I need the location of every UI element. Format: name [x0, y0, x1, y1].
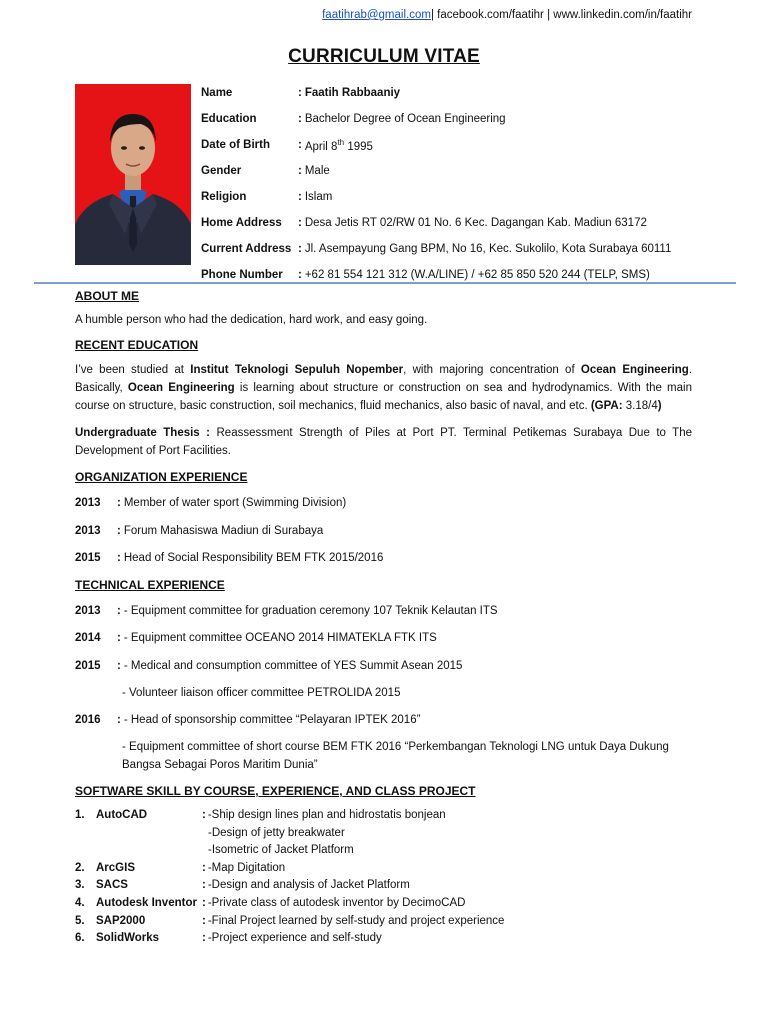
organization-list: [75, 494, 692, 567]
software-desc: -Private class of autodesk inventor by DecimoCAD: [207, 896, 466, 909]
item-colon: :: [117, 605, 121, 617]
info-colon: :: [298, 87, 302, 99]
item-colon: :: [117, 632, 121, 644]
item-number: 3.: [75, 879, 85, 892]
list-subitem: - Equipment committee of short course BEM FTK 2016 “Perkembangan Teknologi LNG untuk Daya Dukung Bangsa Sebagai Poros Maritim Dunia”: [122, 741, 669, 771]
info-value-home-address: Desa Jetis RT 02/RW 01 No. 6 Kec. Dagangan Kab. Madiun 63172: [304, 217, 647, 229]
item-text: Head of Social Responsibility BEM FTK 2015/2016: [123, 552, 384, 564]
edu-text: is learning about structure or construction on sea and hydrodynamics. With the main course on structure, basic construction, soil mechanics, fluid mechanics, also basic of naval, and etc.: [75, 382, 692, 412]
item-number: 2.: [75, 861, 85, 874]
contact-line: [322, 9, 692, 21]
item-number: 6.: [75, 932, 85, 945]
dob-text: April 8: [304, 140, 338, 153]
item-colon: :: [202, 809, 206, 821]
software-name: Autodesk Inventor: [96, 896, 197, 909]
software-desc: -Ship design lines plan and hidrostatis bonjean: [207, 809, 446, 821]
about-text: A humble person who had the dedication, hard work, and easy going.: [75, 314, 428, 326]
dob-year: 1995: [344, 140, 373, 153]
edu-major: Ocean Engineering: [127, 382, 235, 394]
info-colon: :: [298, 139, 302, 151]
info-colon: :: [298, 165, 302, 177]
item-year: 2014: [75, 632, 101, 644]
info-row-current-address: [201, 236, 671, 262]
item-text: - Equipment committee for graduation ceremony 107 Teknik Kelautan ITS: [123, 605, 498, 617]
edu-text: I’ve been studied at: [75, 364, 191, 376]
contact-separator: |: [543, 9, 554, 21]
item-number: 5.: [75, 914, 85, 927]
list-item: [75, 657, 692, 675]
personal-info: [201, 80, 671, 288]
item-text: - Equipment committee OCEANO 2014 HIMATEKLA FTK ITS: [123, 632, 437, 644]
software-name: ArcGIS: [96, 861, 135, 874]
thesis-text: Reassessment Strength of Piles at Port PT. Terminal Petikemas Surabaya Due to The Development of Port Facilities.: [75, 427, 692, 457]
software-name: SAP2000: [96, 914, 146, 927]
facebook-link[interactable]: facebook.com/faatihr: [437, 9, 544, 21]
item-text: - Head of sponsorship committee “Pelayaran IPTEK 2016”: [123, 714, 421, 726]
list-item: [75, 629, 692, 647]
email-link[interactable]: faatihrab@gmail.com: [322, 9, 431, 21]
info-value-gender: Male: [304, 165, 330, 177]
info-label: Name: [201, 87, 233, 99]
info-row-name: [201, 80, 671, 106]
info-label: Religion: [201, 191, 247, 203]
page-title: CURRICULUM VITAE: [288, 46, 480, 67]
info-label: Phone Number: [201, 269, 283, 281]
edu-university: Institut Teknologi Sepuluh Nopember: [190, 364, 404, 376]
info-colon: :: [298, 113, 302, 125]
software-desc: -Map Digitation: [207, 861, 286, 874]
info-colon: :: [298, 269, 302, 281]
cv-body: [75, 288, 692, 948]
item-year: 2013: [75, 497, 101, 509]
info-label: Gender: [201, 165, 242, 177]
item-colon: :: [202, 896, 206, 909]
item-number: 4.: [75, 896, 85, 909]
section-heading-software: SOFTWARE SKILL BY COURSE, EXPERIENCE, AND CLASS PROJECT: [75, 784, 476, 798]
list-subitem: - Volunteer liaison officer committee PETROLIDA 2015: [122, 687, 401, 699]
software-name: SolidWorks: [96, 932, 160, 945]
gpa-label: (GPA:: [590, 400, 626, 412]
item-year: 2016: [75, 714, 101, 726]
info-row-dob: [201, 132, 671, 158]
info-label: Current Address: [201, 243, 292, 255]
list-subitem: -Isometric of Jacket Platform: [208, 844, 354, 857]
info-colon: :: [298, 243, 302, 255]
software-desc: -Final Project learned by self-study and project experience: [207, 914, 505, 927]
edu-major: Ocean Engineering: [580, 364, 689, 376]
item-text: Member of water sport (Swimming Division): [123, 497, 347, 509]
item-text: - Medical and consumption committee of YES Summit Asean 2015: [123, 660, 463, 672]
info-row-education: [201, 106, 671, 132]
edu-text: . Basically,: [75, 364, 693, 394]
list-item: [75, 877, 692, 895]
info-row-gender: [201, 158, 671, 184]
item-year: 2015: [75, 552, 101, 564]
item-colon: :: [117, 552, 121, 564]
thesis-label: Undergraduate Thesis :: [75, 427, 211, 439]
header-divider: [34, 282, 736, 284]
item-colon: :: [202, 914, 206, 927]
info-label: Date of Birth: [201, 139, 270, 151]
item-year: 2013: [75, 605, 101, 617]
edu-text: , with majoring concentration of: [403, 364, 581, 376]
list-item: [75, 913, 692, 931]
list-subitem: -Design of jetty breakwater: [208, 826, 345, 839]
software-name: SACS: [96, 879, 128, 892]
info-value-religion: Islam: [304, 191, 333, 203]
contact-separator: |: [430, 9, 438, 21]
info-row-phone: [201, 262, 671, 288]
thesis-paragraph: [75, 424, 692, 460]
education-paragraph: [75, 361, 692, 415]
item-year: 2013: [75, 525, 101, 537]
section-heading-about: ABOUT ME: [75, 289, 139, 303]
item-number: 1.: [75, 809, 85, 821]
list-item: [75, 522, 692, 540]
item-colon: :: [117, 497, 121, 509]
item-text: Forum Mahasiswa Madiun di Surabaya: [123, 525, 324, 537]
list-item: [75, 807, 692, 825]
list-item: [75, 494, 692, 512]
info-label: Home Address: [201, 217, 282, 229]
software-desc: -Project experience and self-study: [207, 932, 382, 945]
list-item: [75, 602, 692, 620]
item-colon: :: [117, 714, 121, 726]
list-item: [75, 549, 692, 567]
list-item: [75, 895, 692, 913]
list-item: [75, 860, 692, 878]
item-year: 2015: [75, 660, 101, 672]
software-name: AutoCAD: [96, 809, 148, 821]
info-row-religion: [201, 184, 671, 210]
gpa-value: 3.18/4: [625, 400, 658, 412]
info-value-current-address: Jl. Asempayung Gang BPM, No 16, Kec. Sukolilo, Kota Surabaya 60111: [304, 243, 672, 255]
gpa-close: ): [657, 400, 662, 412]
software-desc: -Design and analysis of Jacket Platform: [207, 879, 410, 892]
section-heading-technical: TECHNICAL EXPERIENCE: [75, 578, 225, 592]
linkedin-link[interactable]: www.linkedin.com/in/faatihr: [553, 9, 692, 21]
item-colon: :: [202, 861, 206, 874]
list-item: [75, 930, 692, 948]
info-colon: :: [298, 191, 302, 203]
software-list: [75, 807, 692, 948]
dob-ordinal: th: [337, 137, 345, 147]
item-colon: :: [117, 525, 121, 537]
section-heading-education: RECENT EDUCATION: [75, 338, 199, 352]
info-value-education: Bachelor Degree of Ocean Engineering: [304, 113, 506, 125]
info-colon: :: [298, 217, 302, 229]
info-value-phone: +62 81 554 121 312 (W.A/LINE) / +62 85 850 520 244 (TELP, SMS): [304, 269, 650, 281]
info-value-dob: [305, 138, 373, 153]
section-heading-organization: ORGANIZATION EXPERIENCE: [75, 470, 248, 484]
technical-list: [75, 602, 692, 774]
info-row-home-address: [201, 210, 671, 236]
item-colon: :: [202, 932, 206, 945]
info-value-name: Faatih Rabbaaniy: [304, 87, 401, 99]
item-colon: :: [117, 660, 121, 672]
info-label: Education: [201, 113, 257, 125]
portrait-image: [75, 84, 191, 265]
item-colon: :: [202, 879, 206, 892]
profile-photo: [75, 84, 191, 265]
list-item: [75, 711, 692, 729]
